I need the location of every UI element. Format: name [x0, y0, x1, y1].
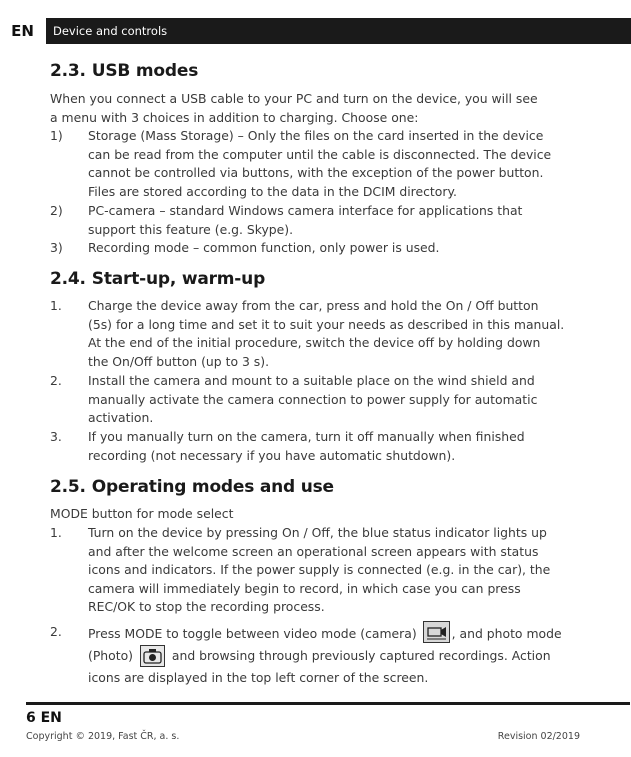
list-item: 2. Install the camera and mount to a suitable place on the wind shield and manually activate the camera connection to power supply for automatic activation.	[50, 373, 538, 426]
language-tab: EN	[11, 22, 34, 40]
heading-start-up: 2.4. Start-up, warm-up	[50, 269, 266, 289]
list-item: 1) Storage (Mass Storage) – Only the files on the card inserted in the device can be read from the computer until the cable is disconnected. The device cannot be controlled via buttons, with the exception of the power button. Files are stored according to the data in the DCIM directory.	[50, 128, 552, 199]
heading-operating-modes: 2.5. Operating modes and use	[50, 477, 334, 497]
list-item: 3) Recording mode – common function, only power is used.	[50, 240, 440, 255]
page-header	[0, 18, 631, 44]
heading-usb-modes: 2.3. USB modes	[50, 61, 199, 81]
page-number: 6 EN	[26, 710, 62, 726]
list-item: 2. Press MODE to toggle between video mode (camera) , and photo mode (Photo) and browsing through previously captured recordings. Action icons are displayed in the top left corner of the screen.	[50, 621, 590, 688]
video-camera-icon	[423, 621, 450, 643]
revision-text: Revision 02/2019	[497, 731, 580, 742]
list-item: 3. If you manually turn on the camera, turn it off manually when finished recording (not necessary if you have automatic shutdown).	[50, 429, 525, 463]
list-item: 1. Charge the device away from the car, press and hold the On / Off button (5s) for a long time and set it to suit your needs as described in this manual. At the end of the initial procedure, switch the device off by holding down the On/Off button (up to 3 s).	[50, 298, 565, 369]
usb-intro: When you connect a USB cable to your PC and turn on the device, you will see a menu with 3 choices in addition to charging. Choose one:	[50, 91, 538, 125]
copyright-text: Copyright © 2019, Fast ČR, a. s.	[26, 731, 180, 742]
list-item: 2) PC-camera – standard Windows camera interface for applications that support this feature (e.g. Skype).	[50, 203, 523, 237]
mode-intro: MODE button for mode select	[50, 506, 234, 521]
list-item: 1. Turn on the device by pressing On / Off, the blue status indicator lights up and after the welcome screen an operational screen appears with status icons and indicators. If the power supply is connected (e.g. in the car), the camera will immediately begin to record, in which case you can press REC/OK to stop the recording process.	[50, 525, 551, 615]
photo-camera-icon	[140, 645, 165, 667]
section-header: Device and controls	[46, 18, 631, 44]
footer-divider	[26, 702, 630, 705]
